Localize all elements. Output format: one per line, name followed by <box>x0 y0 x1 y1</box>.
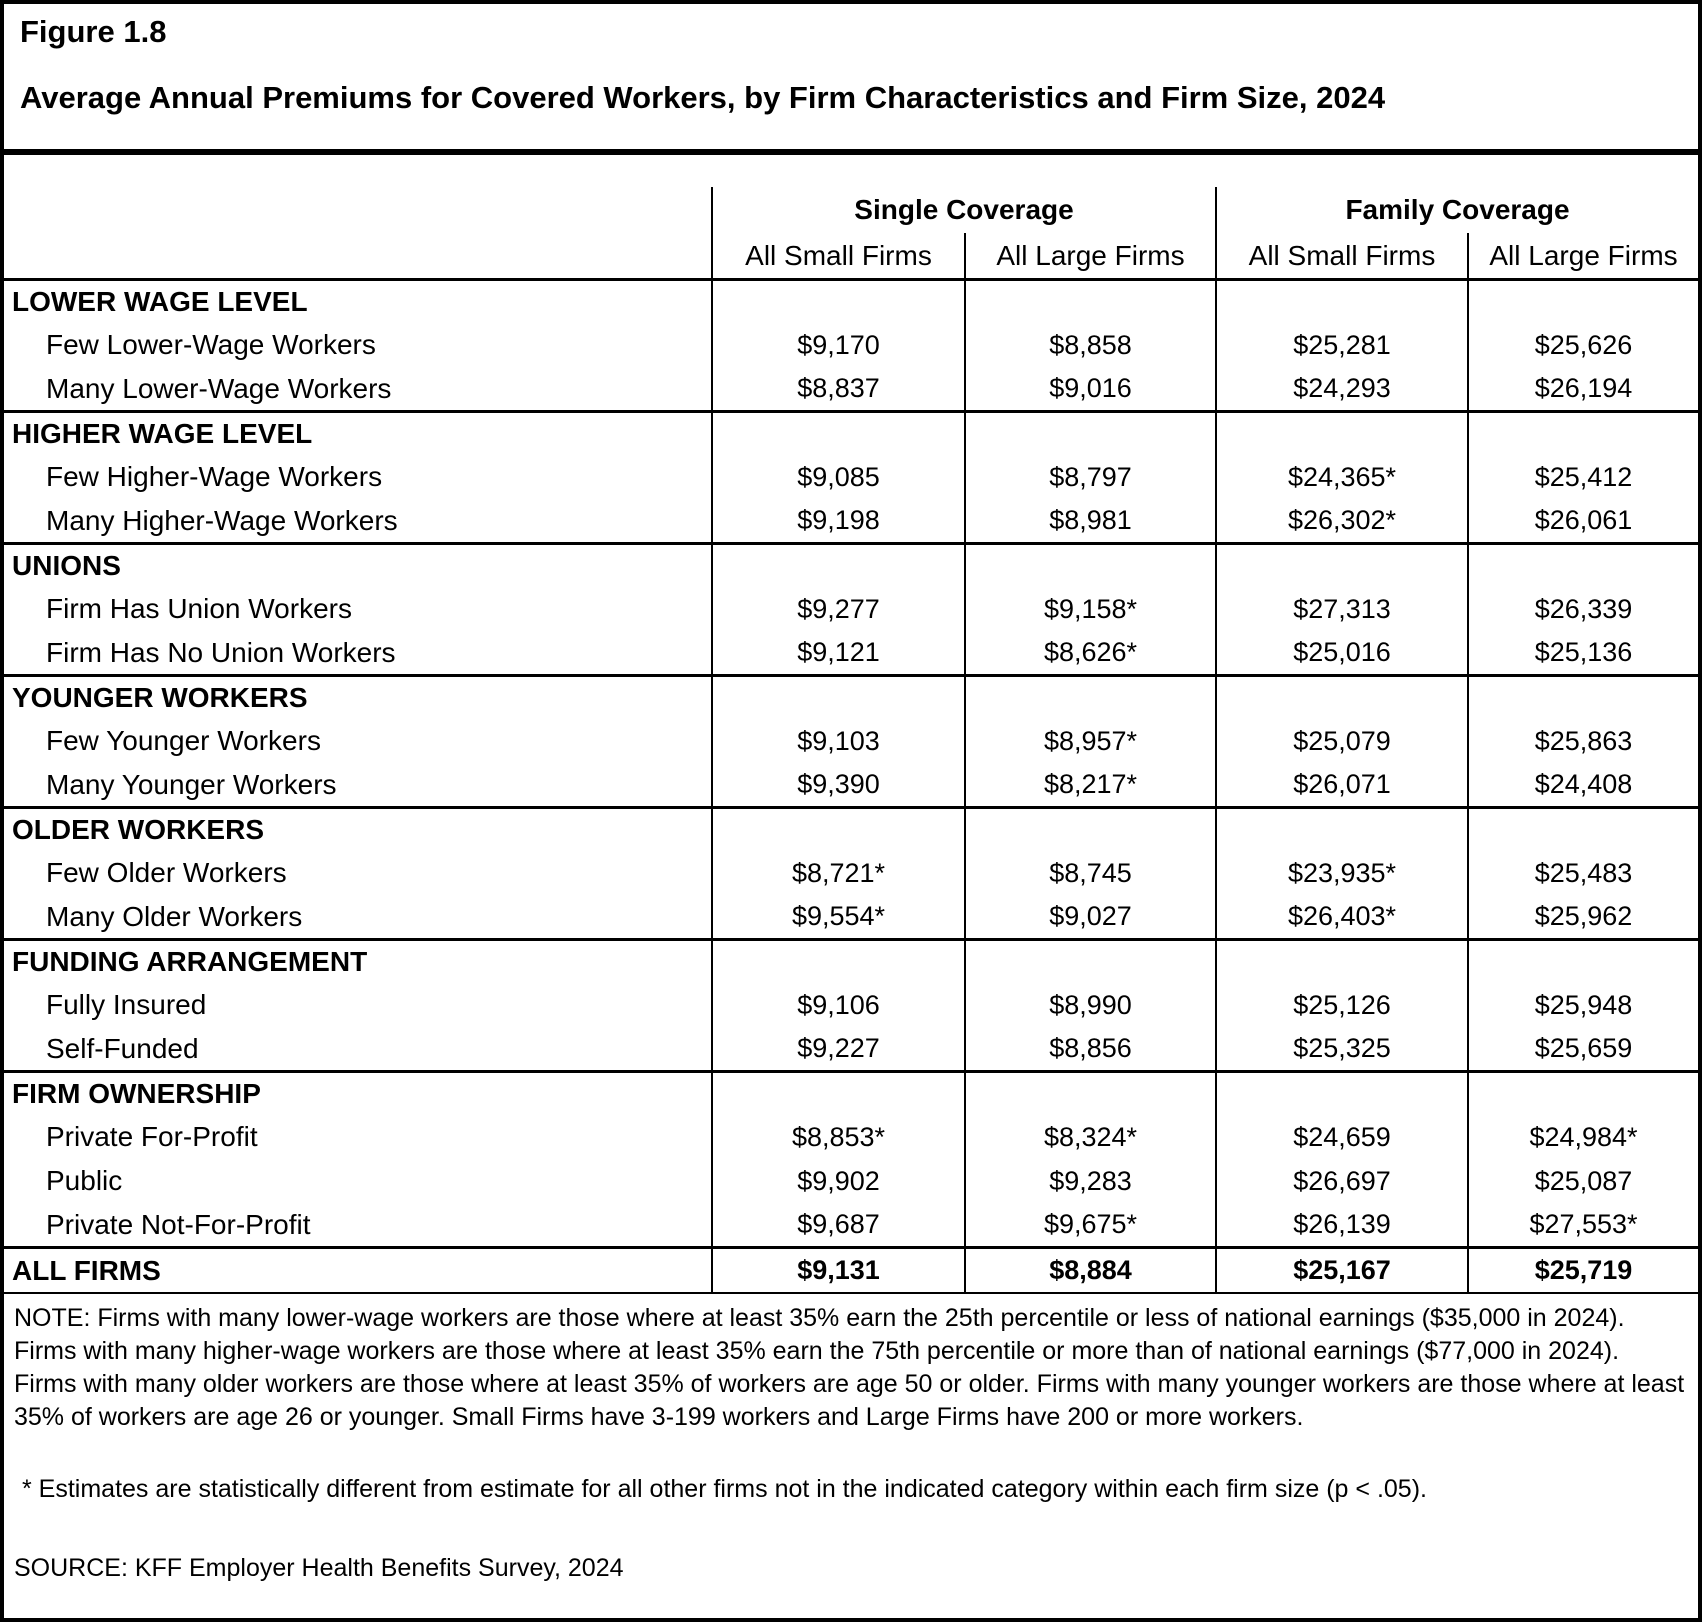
value-cell: $9,687 <box>712 1203 965 1247</box>
row-label: Firm Has No Union Workers <box>46 636 396 668</box>
value-cell: $9,131 <box>712 1247 965 1293</box>
all-firms-label: ALL FIRMS <box>4 1247 712 1293</box>
value-cell: $8,990 <box>965 983 1216 1027</box>
section-header-row <box>4 675 1698 719</box>
value-cell: $25,719 <box>1468 1247 1698 1293</box>
empty-cell <box>1216 807 1468 851</box>
value-cell: $25,126 <box>1216 983 1468 1027</box>
section-header-row <box>4 1071 1698 1115</box>
value-cell: $9,170 <box>712 323 965 367</box>
empty-cell <box>1216 279 1468 323</box>
value-cell: $9,198 <box>712 499 965 543</box>
value-cell: $25,016 <box>1216 631 1468 675</box>
empty-cell <box>1216 411 1468 455</box>
table-row <box>4 455 1698 499</box>
value-cell: $24,365* <box>1216 455 1468 499</box>
column-header-family-small-firms: All Small Firms <box>1216 233 1468 279</box>
value-cell: $24,984* <box>1468 1115 1698 1159</box>
row-label: Many Higher-Wage Workers <box>46 504 398 536</box>
table-body <box>4 279 1698 1247</box>
value-cell: $25,948 <box>1468 983 1698 1027</box>
empty-cell <box>1468 543 1698 587</box>
section-header-row <box>4 807 1698 851</box>
row-label: Many Lower-Wage Workers <box>46 372 392 404</box>
value-cell: $23,935* <box>1216 851 1468 895</box>
value-cell: $24,659 <box>1216 1115 1468 1159</box>
value-cell: $24,408 <box>1468 763 1698 807</box>
section-header: FUNDING ARRANGEMENT <box>4 939 712 983</box>
empty-cell <box>1468 675 1698 719</box>
row-label: Public <box>46 1165 123 1197</box>
title-block <box>4 4 1698 115</box>
value-cell: $9,675* <box>965 1203 1216 1247</box>
table-row <box>4 1027 1698 1071</box>
value-cell: $25,659 <box>1468 1027 1698 1071</box>
row-label: Self-Funded <box>46 1032 199 1064</box>
empty-cell <box>1216 675 1468 719</box>
value-cell: $26,071 <box>1216 763 1468 807</box>
value-cell: $8,324* <box>965 1115 1216 1159</box>
section-header-row <box>4 279 1698 323</box>
column-header-family-large-firms: All Large Firms <box>1468 233 1698 279</box>
value-cell: $25,167 <box>1216 1247 1468 1293</box>
value-cell: $9,121 <box>712 631 965 675</box>
value-cell: $9,085 <box>712 455 965 499</box>
empty-cell <box>712 807 965 851</box>
value-cell: $8,797 <box>965 455 1216 499</box>
value-cell: $9,554* <box>712 895 965 939</box>
value-cell: $26,339 <box>1468 587 1698 631</box>
table-row <box>4 587 1698 631</box>
empty-cell <box>1468 939 1698 983</box>
value-cell: $25,087 <box>1468 1159 1698 1203</box>
value-cell: $25,281 <box>1216 323 1468 367</box>
corner-cell <box>4 233 712 279</box>
corner-cell <box>4 187 712 233</box>
table-row <box>4 367 1698 411</box>
value-cell: $9,227 <box>712 1027 965 1071</box>
column-header-row <box>4 233 1698 279</box>
empty-cell <box>965 1071 1216 1115</box>
asterisk-note: * Estimates are statistically different from estimate for all other firms not in the indicated category within each firm size (p < .05). <box>22 1475 1427 1504</box>
group-header-single-coverage: Single Coverage <box>712 187 1216 233</box>
table-row <box>4 323 1698 367</box>
value-cell: $9,016 <box>965 367 1216 411</box>
row-label: Private For-Profit <box>46 1121 258 1153</box>
value-cell: $25,079 <box>1216 719 1468 763</box>
value-cell: $8,884 <box>965 1247 1216 1293</box>
empty-cell <box>965 411 1216 455</box>
value-cell: $9,158* <box>965 587 1216 631</box>
value-cell: $26,061 <box>1468 499 1698 543</box>
all-firms-row <box>4 1247 1698 1293</box>
empty-cell <box>712 279 965 323</box>
value-cell: $9,390 <box>712 763 965 807</box>
empty-cell <box>965 939 1216 983</box>
table-row <box>4 763 1698 807</box>
value-cell: $26,194 <box>1468 367 1698 411</box>
group-header-family-coverage: Family Coverage <box>1216 187 1698 233</box>
table-footer <box>4 1247 1698 1293</box>
section-header: UNIONS <box>4 543 712 587</box>
row-label: Few Lower-Wage Workers <box>46 329 376 361</box>
empty-cell <box>1216 1071 1468 1115</box>
value-cell: $25,863 <box>1468 719 1698 763</box>
value-cell: $8,837 <box>712 367 965 411</box>
row-label: Firm Has Union Workers <box>46 593 352 625</box>
value-cell: $8,957* <box>965 719 1216 763</box>
empty-cell <box>965 675 1216 719</box>
value-cell: $27,313 <box>1216 587 1468 631</box>
page-title: Average Annual Premiums for Covered Workers, by Firm Characteristics and Firm Size, 2024 <box>20 79 1386 115</box>
section-header: OLDER WORKERS <box>4 807 712 851</box>
value-cell: $24,293 <box>1216 367 1468 411</box>
value-cell: $8,626* <box>965 631 1216 675</box>
row-label: Few Older Workers <box>46 857 287 889</box>
value-cell: $8,745 <box>965 851 1216 895</box>
value-cell: $26,697 <box>1216 1159 1468 1203</box>
figure-number: Figure 1.8 <box>20 14 167 49</box>
value-cell: $8,981 <box>965 499 1216 543</box>
table-row <box>4 895 1698 939</box>
note-text: NOTE: Firms with many lower-wage workers are those where at least 35% earn the 25th percentile or less of national earnings ($35,000 in 2024). Firms with many higher-wage workers are those where at least 35% earn the 75th percentile or more than of national earnings ($77,000 in 2024). Firms with many older workers are those where at least 35% of workers are age 50 or older. Firms with many younger workers are those where at least 35% of workers are age 26 or younger. Small Firms have 3-199 workers and Large Firms have 200 or more workers. <box>14 1304 1685 1431</box>
footnotes <box>4 1294 1698 1585</box>
empty-cell <box>1468 1071 1698 1115</box>
empty-cell <box>1468 279 1698 323</box>
empty-cell <box>1468 807 1698 851</box>
value-cell: $8,858 <box>965 323 1216 367</box>
section-header: YOUNGER WORKERS <box>4 675 712 719</box>
table-row <box>4 1115 1698 1159</box>
section-header: LOWER WAGE LEVEL <box>4 279 712 323</box>
row-label: Few Higher-Wage Workers <box>46 461 383 493</box>
table-row <box>4 983 1698 1027</box>
value-cell: $9,027 <box>965 895 1216 939</box>
empty-cell <box>712 543 965 587</box>
empty-cell <box>965 807 1216 851</box>
value-cell: $25,626 <box>1468 323 1698 367</box>
group-header-row <box>4 187 1698 233</box>
empty-cell <box>965 279 1216 323</box>
table-row <box>4 851 1698 895</box>
value-cell: $26,302* <box>1216 499 1468 543</box>
table-row <box>4 1159 1698 1203</box>
value-cell: $27,553* <box>1468 1203 1698 1247</box>
value-cell: $8,853* <box>712 1115 965 1159</box>
empty-cell <box>1468 411 1698 455</box>
value-cell: $26,403* <box>1216 895 1468 939</box>
row-label: Private Not-For-Profit <box>46 1208 311 1240</box>
empty-cell <box>1216 939 1468 983</box>
row-label: Few Younger Workers <box>46 725 321 757</box>
table-row <box>4 1203 1698 1247</box>
value-cell: $25,136 <box>1468 631 1698 675</box>
section-header: FIRM OWNERSHIP <box>4 1071 712 1115</box>
value-cell: $8,217* <box>965 763 1216 807</box>
value-cell: $25,412 <box>1468 455 1698 499</box>
value-cell: $25,962 <box>1468 895 1698 939</box>
row-label: Many Older Workers <box>46 900 303 932</box>
empty-cell <box>712 1071 965 1115</box>
section-header-row <box>4 939 1698 983</box>
value-cell: $8,721* <box>712 851 965 895</box>
empty-cell <box>712 411 965 455</box>
value-cell: $25,483 <box>1468 851 1698 895</box>
source-note: SOURCE: KFF Employer Health Benefits Survey, 2024 <box>14 1554 624 1583</box>
title-divider <box>4 149 1698 155</box>
empty-cell <box>965 543 1216 587</box>
empty-cell <box>1216 543 1468 587</box>
empty-cell <box>712 939 965 983</box>
table-row <box>4 499 1698 543</box>
value-cell: $9,283 <box>965 1159 1216 1203</box>
table-row <box>4 631 1698 675</box>
empty-cell <box>712 675 965 719</box>
section-header-row <box>4 411 1698 455</box>
value-cell: $9,902 <box>712 1159 965 1203</box>
value-cell: $9,106 <box>712 983 965 1027</box>
row-label: Fully Insured <box>46 989 207 1021</box>
value-cell: $9,277 <box>712 587 965 631</box>
value-cell: $26,139 <box>1216 1203 1468 1247</box>
section-header-row <box>4 543 1698 587</box>
section-header: HIGHER WAGE LEVEL <box>4 411 712 455</box>
value-cell: $9,103 <box>712 719 965 763</box>
premiums-table <box>4 187 1698 1294</box>
table-row <box>4 719 1698 763</box>
table-header <box>4 187 1698 279</box>
row-label: Many Younger Workers <box>46 768 337 800</box>
value-cell: $25,325 <box>1216 1027 1468 1071</box>
column-header-single-small-firms: All Small Firms <box>712 233 965 279</box>
value-cell: $8,856 <box>965 1027 1216 1071</box>
column-header-single-large-firms: All Large Firms <box>965 233 1216 279</box>
